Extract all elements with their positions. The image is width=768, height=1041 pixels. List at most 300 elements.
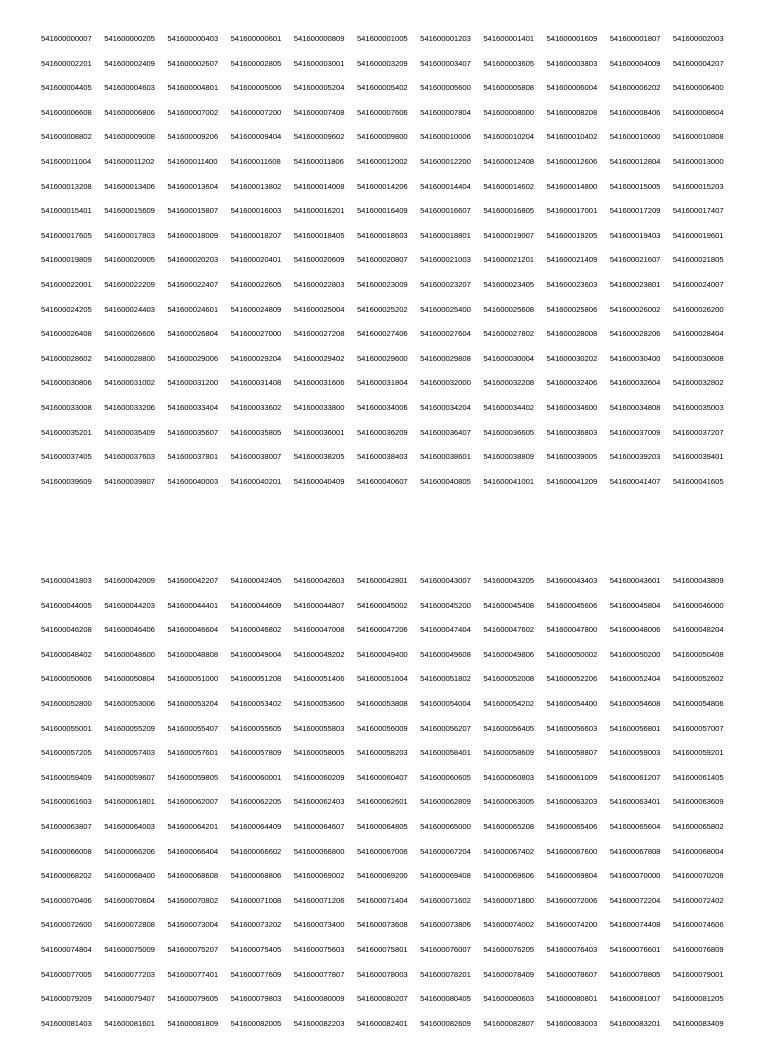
number-entry: 541600052404 <box>609 674 661 684</box>
number-entry: 541600031408 <box>230 378 282 388</box>
number-entry: 541600062809 <box>420 797 471 807</box>
number-entry: 541600041407 <box>609 476 661 486</box>
number-entry: 541600061405 <box>672 772 724 782</box>
number-entry: 541600046406 <box>104 625 155 635</box>
number-entry: 541600016409 <box>356 206 408 216</box>
number-entry: 541600054608 <box>609 698 661 708</box>
number-entry: 541600031002 <box>104 378 155 388</box>
number-entry: 541600007200 <box>230 107 282 117</box>
number-entry: 541600058005 <box>293 748 345 758</box>
number-row <box>41 574 736 599</box>
number-entry: 541600059003 <box>609 748 661 758</box>
number-entry: 541600011400 <box>167 156 218 166</box>
number-entry: 541600068202 <box>41 871 92 881</box>
number-entry: 541600047800 <box>546 625 598 635</box>
number-entry: 541600070208 <box>672 871 724 881</box>
number-entry: 541600060605 <box>420 772 471 782</box>
number-entry: 541600014206 <box>356 181 408 191</box>
number-entry: 541600056801 <box>609 723 661 733</box>
number-entry: 541600013802 <box>230 181 282 191</box>
number-entry: 541600010600 <box>609 132 661 142</box>
number-entry: 541600050804 <box>104 674 155 684</box>
number-entry: 541600047602 <box>483 625 535 635</box>
number-entry: 541600003001 <box>293 58 345 68</box>
number-entry: 541600064003 <box>104 821 155 831</box>
number-entry: 541600036803 <box>546 427 598 437</box>
number-entry: 541600078201 <box>420 969 471 979</box>
number-entry: 541600070000 <box>609 871 661 881</box>
number-entry: 541600045408 <box>483 600 535 610</box>
number-entry: 541600044005 <box>41 600 92 610</box>
number-entry: 541600076403 <box>546 944 598 954</box>
number-entry: 541600017209 <box>609 206 661 216</box>
number-entry: 541600021201 <box>483 255 535 265</box>
number-entry: 541600073202 <box>230 920 282 930</box>
number-entry: 541600018405 <box>293 230 345 240</box>
number-entry: 541600004801 <box>167 83 219 93</box>
number-entry: 541600070406 <box>41 895 92 905</box>
number-entry: 541600055605 <box>230 723 282 733</box>
number-entry: 541600071602 <box>420 895 471 905</box>
number-entry: 541600029808 <box>420 353 471 363</box>
number-entry: 541600008000 <box>483 107 535 117</box>
number-entry: 541600054202 <box>483 698 535 708</box>
number-entry: 541600068806 <box>230 871 282 881</box>
number-entry: 541600077005 <box>41 969 92 979</box>
number-entry: 541600011004 <box>41 156 92 166</box>
number-block-2 <box>41 574 736 1041</box>
number-entry: 541600001609 <box>546 34 598 43</box>
number-entry: 541600004009 <box>609 58 661 68</box>
number-row <box>41 450 736 475</box>
number-entry: 541600047206 <box>356 625 408 635</box>
number-entry: 541600052800 <box>41 698 92 708</box>
number-entry: 541600077203 <box>104 969 155 979</box>
number-entry: 541600027406 <box>356 329 408 339</box>
number-entry: 541600057007 <box>672 723 724 733</box>
number-entry: 541600053402 <box>230 698 282 708</box>
number-entry: 541600067808 <box>609 846 661 856</box>
number-entry: 541600080405 <box>420 994 471 1004</box>
number-entry: 541600005600 <box>420 83 471 93</box>
number-entry: 541600061207 <box>609 772 661 782</box>
number-entry: 541600056207 <box>420 723 471 733</box>
number-entry: 541600013604 <box>167 181 219 191</box>
number-entry: 541600015203 <box>672 181 724 191</box>
number-entry: 541600077807 <box>293 969 345 979</box>
number-entry: 541600029204 <box>230 353 282 363</box>
number-entry: 541600018603 <box>356 230 408 240</box>
number-entry: 541600040409 <box>293 476 345 486</box>
number-row <box>41 130 736 155</box>
number-entry: 541600020609 <box>293 255 345 265</box>
number-entry: 541600056603 <box>546 723 598 733</box>
number-row <box>41 672 736 697</box>
number-entry: 541600000601 <box>230 34 282 43</box>
number-entry: 541600048204 <box>672 625 724 635</box>
number-entry: 541600020401 <box>230 255 282 265</box>
number-entry: 541600004405 <box>41 83 92 93</box>
number-entry: 541600037009 <box>609 427 661 437</box>
number-entry: 541600037207 <box>672 427 724 437</box>
number-entry: 541600002003 <box>672 34 724 43</box>
number-entry: 541600039401 <box>672 452 724 462</box>
number-entry: 541600023405 <box>483 279 535 289</box>
number-entry: 541600065406 <box>546 821 598 831</box>
number-entry: 541600050408 <box>672 649 724 659</box>
number-entry: 541600075603 <box>293 944 345 954</box>
number-entry: 541600038809 <box>483 452 535 462</box>
number-entry: 541600027604 <box>420 329 471 339</box>
number-entry: 541600030004 <box>483 353 535 363</box>
number-entry: 541600035805 <box>230 427 282 437</box>
number-entry: 541600077609 <box>230 969 282 979</box>
number-entry: 541600055209 <box>104 723 155 733</box>
number-entry: 541600059805 <box>167 772 219 782</box>
number-entry: 541600076601 <box>609 944 661 954</box>
number-entry: 541600034006 <box>356 402 408 412</box>
number-entry: 541600065000 <box>420 821 471 831</box>
number-entry: 541600069200 <box>356 871 408 881</box>
number-entry: 541600046000 <box>672 600 724 610</box>
number-entry: 541600034204 <box>420 402 471 412</box>
number-entry: 541600026200 <box>672 304 724 314</box>
number-entry: 541600010006 <box>420 132 471 142</box>
number-entry: 541600012200 <box>420 156 471 166</box>
number-entry: 541600058203 <box>356 748 408 758</box>
number-entry: 541600041209 <box>546 476 598 486</box>
number-entry: 541600017803 <box>104 230 155 240</box>
number-entry: 541600080207 <box>356 994 408 1004</box>
number-entry: 541600019403 <box>609 230 661 240</box>
number-entry: 541600078409 <box>483 969 535 979</box>
number-entry: 541600073608 <box>356 920 408 930</box>
number-entry: 541600021003 <box>420 255 471 265</box>
number-entry: 541600011806 <box>293 156 344 166</box>
number-entry: 541600050606 <box>41 674 92 684</box>
number-entry: 541600007606 <box>356 107 408 117</box>
number-entry: 541600023009 <box>356 279 408 289</box>
number-entry: 541600070802 <box>167 895 219 905</box>
number-entry: 541600060407 <box>356 772 408 782</box>
number-entry: 541600062205 <box>230 797 282 807</box>
number-row <box>41 623 736 648</box>
number-entry: 541600012002 <box>356 156 408 166</box>
number-entry: 541600035607 <box>167 427 219 437</box>
number-row <box>41 253 736 278</box>
number-entry: 541600077401 <box>167 969 219 979</box>
number-row <box>41 697 736 722</box>
number-entry: 541600012408 <box>483 156 535 166</box>
number-entry: 541600021409 <box>546 255 598 265</box>
number-entry: 541600014602 <box>483 181 535 191</box>
number-entry: 541600046208 <box>41 625 92 635</box>
number-row <box>41 599 736 624</box>
number-entry: 541600024809 <box>230 304 282 314</box>
number-entry: 541600010402 <box>546 132 598 142</box>
number-entry: 541600020005 <box>104 255 155 265</box>
number-entry: 541600064409 <box>230 821 282 831</box>
number-entry: 541600071800 <box>483 895 535 905</box>
number-entry: 541600067204 <box>420 846 471 856</box>
number-entry: 541600008604 <box>672 107 724 117</box>
number-entry: 541600013406 <box>104 181 155 191</box>
number-entry: 541600049608 <box>420 649 471 659</box>
number-entry: 541600057403 <box>104 748 155 758</box>
number-entry: 541600050200 <box>609 649 661 659</box>
number-row <box>41 180 736 205</box>
number-entry: 541600053600 <box>293 698 345 708</box>
number-entry: 541600033404 <box>167 402 219 412</box>
number-entry: 541600042603 <box>293 576 345 585</box>
number-entry: 541600082005 <box>230 1018 282 1028</box>
number-row <box>41 401 736 426</box>
number-entry: 541600001005 <box>356 34 408 43</box>
number-entry: 541600033206 <box>104 402 155 412</box>
number-entry: 541600043007 <box>420 576 471 585</box>
number-entry: 541600008208 <box>546 107 598 117</box>
number-row <box>41 648 736 673</box>
number-row <box>41 57 736 82</box>
number-entry: 541600048600 <box>104 649 155 659</box>
number-entry: 541600083201 <box>609 1018 661 1028</box>
number-entry: 541600022803 <box>293 279 345 289</box>
number-entry: 541600055407 <box>167 723 219 733</box>
number-entry: 541600074408 <box>609 920 661 930</box>
number-entry: 541600013000 <box>672 156 724 166</box>
number-entry: 541600070604 <box>104 895 155 905</box>
number-entry: 541600024403 <box>104 304 155 314</box>
number-entry: 541600078003 <box>356 969 408 979</box>
number-entry: 541600009602 <box>293 132 345 142</box>
number-entry: 541600053006 <box>104 698 155 708</box>
number-entry: 541600059409 <box>41 772 92 782</box>
number-entry: 541600062403 <box>293 797 345 807</box>
number-row <box>41 81 736 106</box>
number-entry: 541600038403 <box>356 452 408 462</box>
number-entry: 541600052008 <box>483 674 535 684</box>
number-entry: 541600027208 <box>293 329 345 339</box>
number-entry: 541600010808 <box>672 132 724 142</box>
number-entry: 541600046802 <box>230 625 282 635</box>
number-entry: 541600028800 <box>104 353 155 363</box>
number-entry: 541600015609 <box>104 206 155 216</box>
number-entry: 541600045200 <box>420 600 471 610</box>
number-entry: 541600043601 <box>609 576 661 585</box>
number-entry: 541600074606 <box>672 920 724 930</box>
number-entry: 541600081007 <box>609 994 661 1004</box>
number-entry: 541600023801 <box>609 279 661 289</box>
number-entry: 541600082401 <box>356 1018 408 1028</box>
number-entry: 541600052602 <box>672 674 724 684</box>
number-entry: 541600057205 <box>41 748 92 758</box>
number-entry: 541600069804 <box>546 871 598 881</box>
number-entry: 541600048006 <box>609 625 661 635</box>
number-entry: 541600014404 <box>420 181 471 191</box>
number-entry: 541600054806 <box>672 698 724 708</box>
number-entry: 541600033008 <box>41 402 92 412</box>
number-entry: 541600008802 <box>41 132 92 142</box>
number-entry: 541600050002 <box>546 649 598 659</box>
number-entry: 541600066008 <box>41 846 92 856</box>
number-entry: 541600001401 <box>483 34 535 43</box>
number-row <box>41 943 736 968</box>
number-entry: 541600082203 <box>293 1018 345 1028</box>
number-entry: 541600068400 <box>104 871 155 881</box>
number-entry: 541600073806 <box>420 920 471 930</box>
number-entry: 541600015401 <box>41 206 92 216</box>
number-row <box>41 795 736 820</box>
number-entry: 541600015005 <box>609 181 661 191</box>
number-entry: 541600031200 <box>167 378 219 388</box>
number-entry: 541600069408 <box>420 871 471 881</box>
number-entry: 541600043403 <box>546 576 598 585</box>
number-entry: 541600036407 <box>420 427 471 437</box>
number-entry: 541600053808 <box>356 698 408 708</box>
number-entry: 541600042801 <box>356 576 408 585</box>
number-entry: 541600019205 <box>546 230 598 240</box>
number-entry: 541600083409 <box>672 1018 724 1028</box>
number-entry: 541600000403 <box>167 34 219 43</box>
number-row <box>41 155 736 180</box>
number-entry: 541600032406 <box>546 378 598 388</box>
number-entry: 541600017605 <box>41 230 92 240</box>
number-entry: 541600080801 <box>546 994 598 1004</box>
number-entry: 541600065604 <box>609 821 661 831</box>
number-row <box>41 106 736 131</box>
number-entry: 541600035003 <box>672 402 724 412</box>
number-entry: 541600015807 <box>167 206 219 216</box>
number-entry: 541600081809 <box>167 1018 219 1028</box>
number-entry: 541600054004 <box>420 698 471 708</box>
number-entry: 541600061801 <box>104 797 155 807</box>
number-entry: 541600039005 <box>546 452 598 462</box>
number-entry: 541600044807 <box>293 600 345 610</box>
number-entry: 541600028602 <box>41 353 92 363</box>
number-entry: 541600076809 <box>672 944 724 954</box>
number-entry: 541600038007 <box>230 452 282 462</box>
number-entry: 541600067600 <box>546 846 598 856</box>
number-entry: 541600021607 <box>609 255 661 265</box>
number-entry: 541600006400 <box>672 83 724 93</box>
number-entry: 541600002805 <box>230 58 282 68</box>
number-entry: 541600081205 <box>672 994 724 1004</box>
number-entry: 541600040003 <box>167 476 219 486</box>
number-entry: 541600049202 <box>293 649 345 659</box>
number-entry: 541600028008 <box>546 329 598 339</box>
number-entry: 541600038601 <box>420 452 471 462</box>
number-entry: 541600006806 <box>104 107 155 117</box>
number-entry: 541600011608 <box>230 156 281 166</box>
number-entry: 541600009008 <box>104 132 155 142</box>
number-entry: 541600071206 <box>293 895 345 905</box>
number-entry: 541600057601 <box>167 748 219 758</box>
number-entry: 541600069002 <box>293 871 345 881</box>
number-row <box>41 352 736 377</box>
number-entry: 541600056405 <box>483 723 535 733</box>
number-entry: 541600076007 <box>420 944 471 954</box>
number-entry: 541600066602 <box>230 846 282 856</box>
number-entry: 541600064805 <box>356 821 408 831</box>
number-entry: 541600082807 <box>483 1018 535 1028</box>
number-entry: 541600016201 <box>293 206 345 216</box>
number-entry: 541600034808 <box>609 402 661 412</box>
number-row <box>41 1017 736 1041</box>
number-entry: 541600037801 <box>167 452 219 462</box>
number-entry: 541600044401 <box>167 600 219 610</box>
number-entry: 541600000809 <box>293 34 345 43</box>
number-entry: 541600014800 <box>546 181 598 191</box>
number-entry: 541600079001 <box>672 969 724 979</box>
number-entry: 541600026002 <box>609 304 661 314</box>
number-row <box>41 918 736 943</box>
number-entry: 541600058609 <box>483 748 535 758</box>
number-entry: 541600060001 <box>230 772 282 782</box>
number-entry: 541600067402 <box>483 846 535 856</box>
number-entry: 541600071404 <box>356 895 408 905</box>
number-entry: 541600034402 <box>483 402 535 412</box>
number-entry: 541600061603 <box>41 797 92 807</box>
number-entry: 541600013208 <box>41 181 92 191</box>
number-row <box>41 204 736 229</box>
number-entry: 541600001807 <box>609 34 661 43</box>
number-entry: 541600079209 <box>41 994 92 1004</box>
number-entry: 541600030202 <box>546 353 598 363</box>
number-entry: 541600022209 <box>104 279 155 289</box>
number-entry: 541600079605 <box>167 994 219 1004</box>
number-entry: 541600006608 <box>41 107 92 117</box>
number-entry: 541600044609 <box>230 600 282 610</box>
number-entry: 541600025202 <box>356 304 408 314</box>
number-entry: 541600051406 <box>293 674 345 684</box>
number-entry: 541600029600 <box>356 353 408 363</box>
number-entry: 541600008406 <box>609 107 661 117</box>
number-entry: 541600075801 <box>356 944 408 954</box>
number-row <box>41 869 736 894</box>
number-entry: 541600005204 <box>293 83 345 93</box>
number-entry: 541600052206 <box>546 674 598 684</box>
number-entry: 541600002201 <box>41 58 92 68</box>
number-entry: 541600051000 <box>167 674 219 684</box>
number-entry: 541600064201 <box>167 821 219 831</box>
number-entry: 541600027000 <box>230 329 282 339</box>
number-entry: 541600004603 <box>104 83 155 93</box>
number-entry: 541600005808 <box>483 83 535 93</box>
number-entry: 541600073400 <box>293 920 345 930</box>
number-entry: 541600018009 <box>167 230 219 240</box>
number-entry: 541600066800 <box>293 846 345 856</box>
number-entry: 541600007002 <box>167 107 219 117</box>
number-entry: 541600075405 <box>230 944 282 954</box>
number-entry: 541600048808 <box>167 649 219 659</box>
number-entry: 541600000205 <box>104 34 155 43</box>
number-row <box>41 303 736 328</box>
number-entry: 541600072402 <box>672 895 724 905</box>
number-entry: 541600066404 <box>167 846 219 856</box>
number-entry: 541600025004 <box>293 304 345 314</box>
number-entry: 541600029402 <box>293 353 345 363</box>
number-entry: 541600040607 <box>356 476 408 486</box>
number-entry: 541600060209 <box>293 772 345 782</box>
number-row <box>41 229 736 254</box>
number-entry: 541600016607 <box>420 206 471 216</box>
number-entry: 541600026606 <box>104 329 155 339</box>
number-row <box>41 746 736 771</box>
number-entry: 541600053204 <box>167 698 219 708</box>
number-entry: 541600022605 <box>230 279 282 289</box>
number-entry: 541600020807 <box>356 255 408 265</box>
number-entry: 541600051802 <box>420 674 471 684</box>
